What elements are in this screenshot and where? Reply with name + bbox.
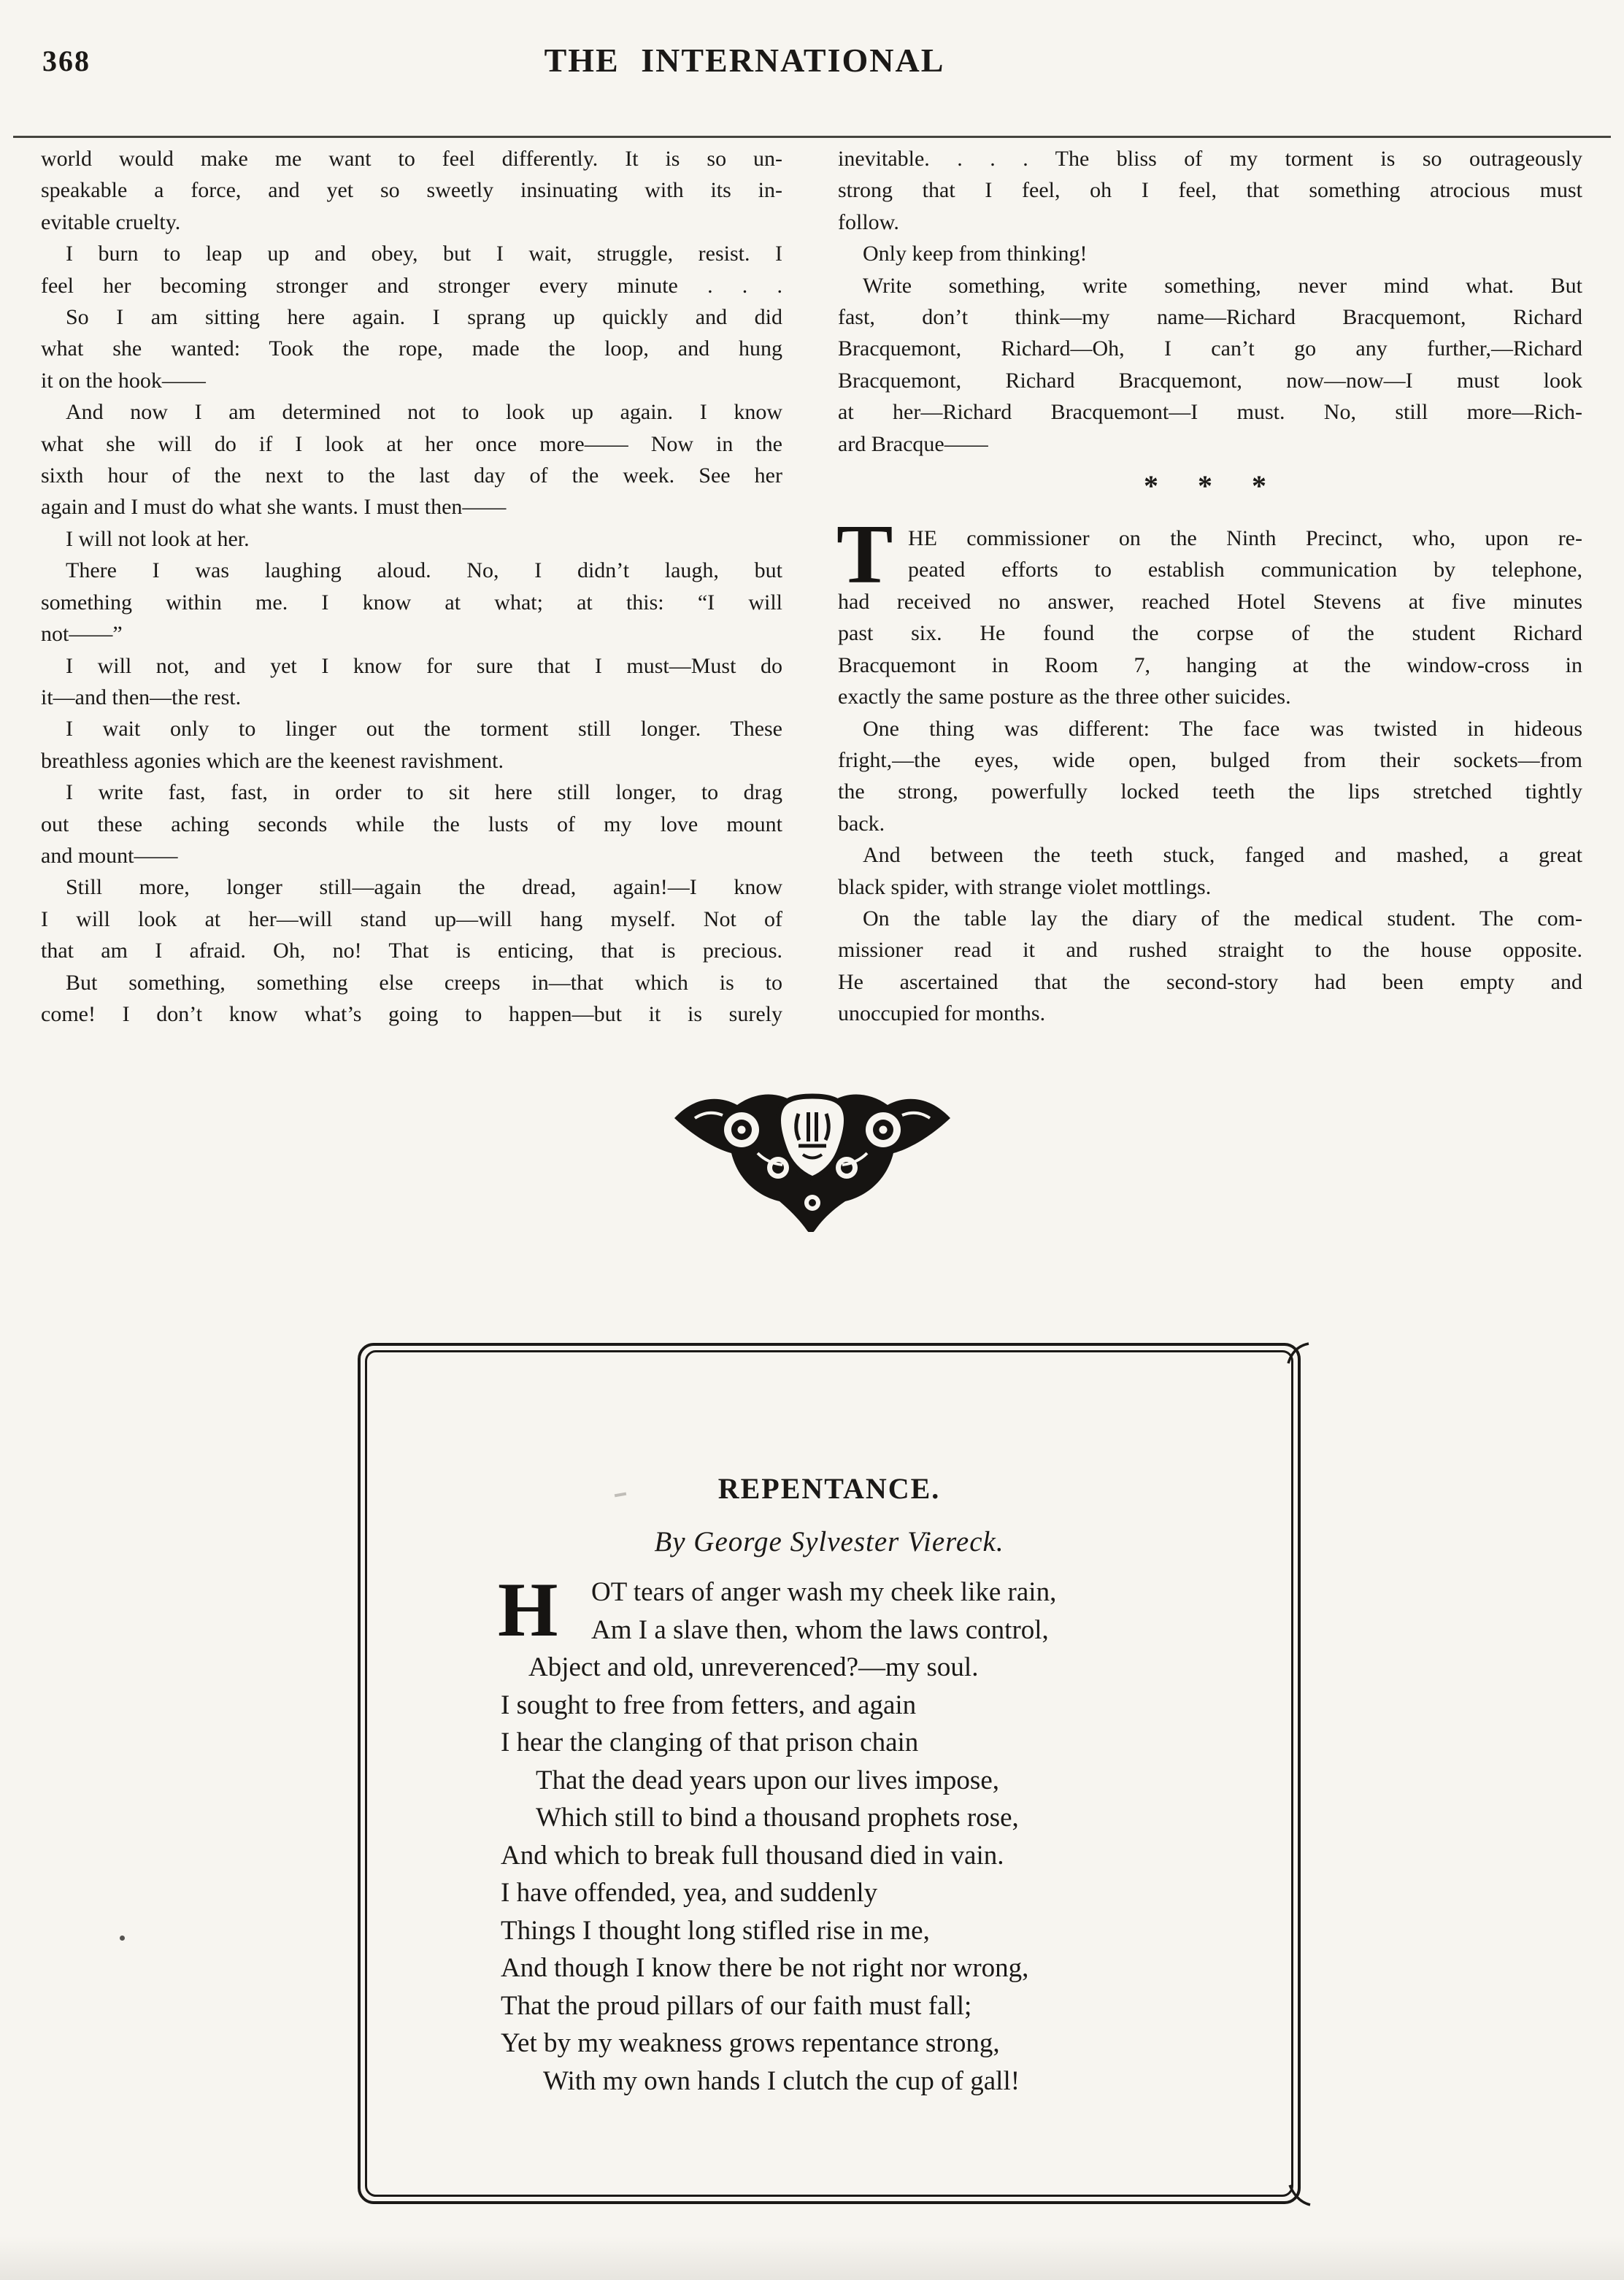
text-line: had received no answer, reached Hotel Stevens at five minutes (838, 589, 1582, 614)
text-line: at her—Richard Bracquemont—I must. No, still more—Rich- (838, 400, 1582, 425)
poem-line: Which still to bind a thousand prophets rose, (536, 1803, 1019, 1833)
right-column-lines-before (838, 143, 1582, 460)
text-line: it on the hook—— (41, 368, 206, 393)
scan-grain (0, 2236, 1624, 2280)
poem-line: OT tears of anger wash my cheek like rain, (591, 1577, 1057, 1607)
text-line: I will not look at her. (66, 526, 250, 551)
text-line: One thing was different: The face was twisted in hideous (863, 716, 1582, 741)
text-line: not——” (41, 622, 123, 647)
poem-lines (501, 1574, 1260, 2100)
text-line: peated efforts to establish communication by telephone, (908, 558, 1582, 582)
text-line: again and I must do what she wants. I must then—— (41, 495, 507, 520)
poem-line: I sought to free from fetters, and again (501, 1690, 917, 1720)
text-line: follow. (838, 209, 899, 234)
text-line: something within me. I know at what; at this: “I will (41, 590, 782, 615)
text-line: Write something, write something, never mind what. But (863, 273, 1582, 298)
left-column-lines (41, 143, 782, 1030)
text-line: feel her becoming stronger and stronger every minute . . . (41, 273, 782, 298)
lyre-filigree-ornament-icon (670, 1086, 955, 1232)
text-line: ard Bracque—— (838, 431, 988, 456)
poem-line: And though I know there be not right nor wrong, (501, 1953, 1029, 1983)
text-line: exactly the same posture as the three other suicides. (838, 685, 1291, 709)
left-column (41, 143, 782, 1030)
header-rule (13, 136, 1611, 138)
text-line: Bracquemont, Richard—Oh, I can’t go any further,—Richard (838, 336, 1582, 361)
text-line: what she wanted: Took the rope, made the loop, and hung (41, 336, 782, 361)
text-line: fast, don’t think—my name—Richard Bracquemont, Richard (838, 305, 1582, 330)
poem-box (358, 1343, 1301, 2204)
text-line: strong that I feel, oh I feel, that something atrocious must (838, 178, 1582, 203)
text-line: evitable cruelty. (41, 209, 181, 234)
text-line: So I am sitting here again. I sprang up quickly and did (66, 305, 782, 330)
text-line: I will not, and yet I know for sure that I must—Must do (66, 653, 782, 678)
text-line: that am I afraid. Oh, no! That is enticing, that is precious. (41, 939, 782, 963)
poem-line: And which to break full thousand died in vain. (501, 1840, 1004, 1871)
text-line: I wait only to linger out the torment still longer. These (66, 717, 782, 742)
text-line: speakable a force, and yet so sweetly insinuating with its in- (41, 178, 782, 203)
poem-drop-cap-letter: H (498, 1567, 558, 1652)
scan-speck (120, 1936, 125, 1941)
text-line: back. (838, 811, 885, 836)
text-line: Only keep from thinking! (863, 242, 1088, 266)
drop-cap-letter: T (836, 508, 893, 602)
text-line: and mount—— (41, 843, 178, 868)
section-separator: * * * (1144, 469, 1277, 503)
right-column-lines-after (838, 523, 1582, 1030)
text-line: I burn to leap up and obey, but I wait, struggle, resist. I (66, 242, 782, 266)
poem-line: That the proud pillars of our faith must fall; (501, 1990, 972, 2021)
text-line: breathless agonies which are the keenest ravishment. (41, 748, 504, 773)
poem-line: Am I a slave then, whom the laws control, (591, 1614, 1049, 1645)
poem-line: That the dead years upon our lives impose, (536, 1765, 999, 1795)
text-line: what she will do if I look at her once more—— Now in the (41, 431, 782, 456)
text-line: come! I don’t know what’s going to happen—but it is surely (41, 1001, 782, 1026)
poem-title: REPENTANCE. (717, 1472, 941, 1505)
text-line: And now I am determined not to look up again. I know (66, 400, 782, 425)
text-line: And between the teeth stuck, fanged and mashed, a great (863, 843, 1582, 868)
text-line: On the table lay the diary of the medical student. The com- (863, 906, 1582, 931)
text-line: unoccupied for months. (838, 1001, 1046, 1026)
text-line: sixth hour of the next to the last day of the week. See her (41, 463, 782, 488)
corner-flourish-icon (1288, 2184, 1312, 2208)
text-line: But something, something else creeps in—that which is to (66, 970, 782, 995)
text-line: I will look at her—will stand up—will hang myself. Not of (41, 906, 782, 931)
text-line: Still more, longer still—again the dread, again!—I know (66, 875, 782, 900)
text-line: it—and then—the rest. (41, 685, 242, 709)
text-line: missioner read it and rushed straight to the house opposite. (838, 938, 1582, 963)
text-line: past six. He found the corpse of the student Richard (838, 621, 1582, 646)
poem-line: With my own hands I clutch the cup of gall! (543, 2065, 1020, 2096)
poem-line: I have offended, yea, and suddenly (501, 1878, 878, 1908)
commissioner-paragraph (836, 508, 1582, 1030)
text-line: Bracquemont in Room 7, hanging at the window-cross in (838, 652, 1582, 677)
text-line: world would make me want to feel differently. It is so un- (41, 147, 782, 171)
text-line: fright,—the eyes, wide open, bulged from their sockets—from (838, 747, 1582, 772)
magazine-title: THE INTERNATIONAL (544, 42, 945, 79)
text-line: He ascertained that the second-story had been empty and (838, 969, 1582, 994)
poem-body (498, 1567, 1260, 2100)
text-line: out these aching seconds while the lusts of my love mount (41, 812, 782, 836)
text-line: I write fast, fast, in order to sit here still longer, to drag (66, 780, 782, 805)
text-line: There I was laughing aloud. No, I didn’t laugh, but (66, 558, 782, 583)
page-number: 368 (42, 45, 91, 77)
poem-line: Yet by my weakness grows repentance strong, (501, 2028, 1000, 2058)
poem-line: I hear the clanging of that prison chain (501, 1728, 919, 1757)
corner-flourish-icon (1286, 1340, 1311, 1365)
text-line: Bracquemont, Richard Bracquemont, now—now—I must look (838, 368, 1582, 393)
text-line: the strong, powerfully locked teeth the lips stretched tightly (838, 779, 1582, 804)
text-line: black spider, with strange violet mottlings. (838, 874, 1212, 899)
poem-byline: By George Sylvester Viereck. (654, 1526, 1004, 1557)
poem-line: Things I thought long stifled rise in me, (501, 1915, 930, 1946)
text-line: inevitable. . . . The bliss of my torment is so outrageously (838, 147, 1582, 171)
poem-line: Abject and old, unreverenced?—my soul. (528, 1652, 979, 1682)
text-line: HE commissioner on the Ninth Precinct, who, upon re- (908, 526, 1582, 551)
right-column (838, 143, 1582, 1030)
